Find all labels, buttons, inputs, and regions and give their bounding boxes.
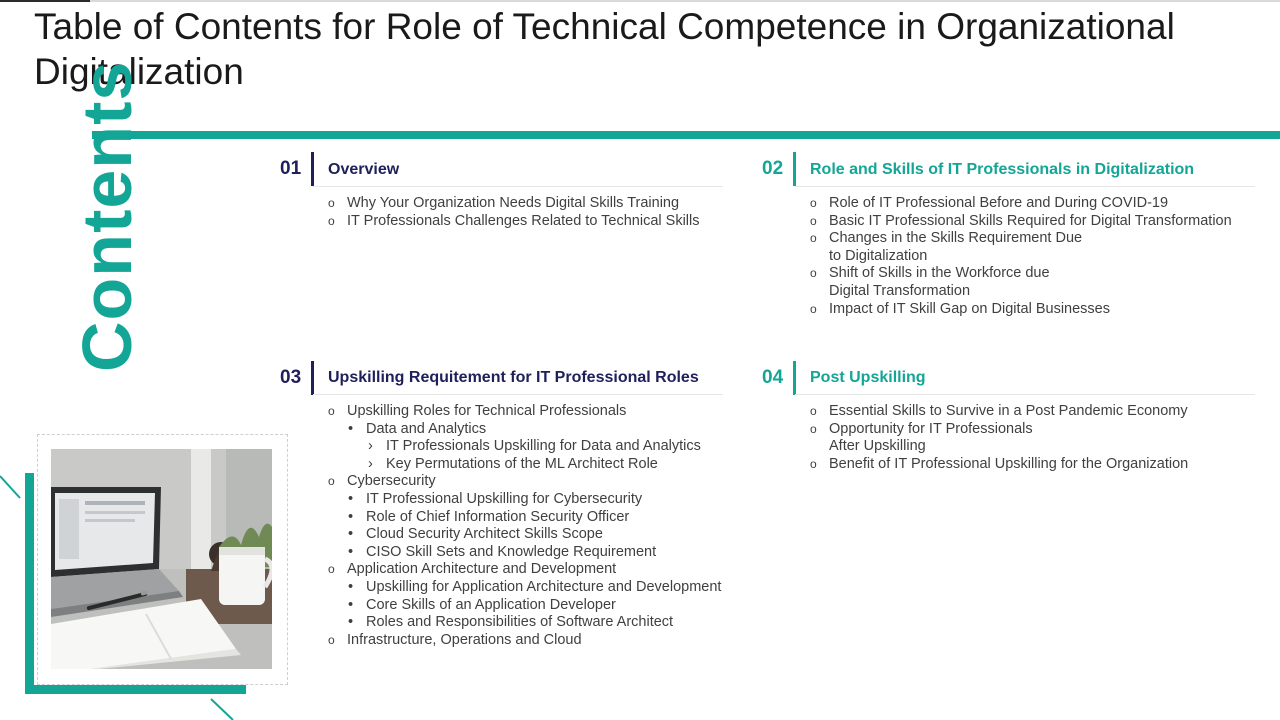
toc-item[interactable] (328, 438, 721, 456)
toc-item-text: Role of Chief Information Security Officer (366, 508, 630, 525)
toc-bullet-marker: › (368, 455, 373, 472)
toc-item-text-continuation: to Digitalization (829, 247, 928, 264)
toc-bullet-marker: o (328, 474, 335, 489)
toc-item-text: Benefit of IT Professional Upskilling for the Organization (829, 455, 1189, 472)
toc-item[interactable] (328, 509, 721, 527)
section-accent-bar (793, 361, 796, 395)
toc-item-text: Roles and Responsibilities of Software Architect (366, 614, 674, 631)
toc-item-text: Role of IT Professional Before and During COVID-19 (829, 195, 1169, 211)
toc-bullet-marker: o (328, 404, 335, 418)
toc-item-text: Data and Analytics (366, 420, 487, 437)
toc-bullet-marker: o (810, 301, 817, 316)
section-items (810, 403, 1188, 473)
toc-item-text: IT Professionals Challenges Related to Technical Skills (347, 212, 700, 229)
toc-bullet-marker: o (328, 632, 335, 647)
toc-item-text: Upskilling for Application Architecture and Development (366, 578, 722, 595)
toc-item[interactable] (328, 491, 721, 509)
toc-item[interactable] (810, 403, 1188, 421)
section-accent-bar (311, 361, 314, 395)
toc-bullet-marker: • (348, 596, 354, 613)
toc-bullet-marker: › (368, 438, 373, 455)
toc-bullet-marker: o (810, 196, 817, 210)
section-number: 03 (280, 367, 302, 388)
section-number: 01 (280, 158, 302, 179)
toc-item-text: Cybersecurity (347, 473, 436, 490)
toc-item-text: Cloud Security Architect Skills Scope (366, 526, 603, 543)
photo-frame-accent-vertical (25, 473, 34, 694)
toc-item[interactable] (810, 421, 1188, 456)
toc-bullet-marker: o (810, 404, 817, 418)
section-underline (795, 186, 1255, 187)
toc-bullet-marker: o (810, 421, 817, 436)
section-number: 04 (762, 367, 784, 388)
toc-item[interactable] (810, 265, 1232, 300)
section-accent-bar (311, 152, 314, 186)
toc-item[interactable] (328, 456, 721, 474)
toc-item-text: IT Professionals Upskilling for Data and Analytics (386, 438, 701, 455)
toc-bullet-marker: o (328, 196, 335, 210)
toc-item[interactable] (328, 614, 721, 632)
toc-item[interactable] (328, 579, 721, 597)
toc-item[interactable] (328, 195, 699, 213)
toc-item[interactable] (810, 213, 1232, 231)
laptop-notebook-photo (51, 449, 272, 669)
toc-item-text-continuation: Digital Transformation (829, 282, 971, 299)
toc-item[interactable] (328, 632, 721, 650)
toc-bullet-marker: o (810, 213, 817, 228)
toc-item[interactable] (328, 544, 721, 562)
toc-bullet-marker: • (348, 508, 354, 525)
toc-item[interactable] (328, 561, 721, 579)
toc-item-text: Why Your Organization Needs Digital Skills Training (347, 195, 680, 211)
toc-bullet-marker: • (348, 420, 354, 437)
toc-item[interactable] (328, 597, 721, 615)
toc-item-text: Core Skills of an Application Developer (366, 596, 616, 613)
toc-item-text: CISO Skill Sets and Knowledge Requirement (366, 543, 657, 560)
toc-item-text: Key Permutations of the ML Architect Role (386, 455, 658, 472)
toc-item[interactable] (328, 403, 721, 421)
toc-bullet-marker: • (348, 490, 354, 507)
contents-vertical-word: Contents (68, 60, 146, 372)
toc-item[interactable] (810, 230, 1232, 265)
toc-item-text: Essential Skills to Survive in a Post Pandemic Economy (829, 403, 1188, 419)
toc-item-text-continuation: After Upskilling (829, 438, 926, 455)
toc-item-text: IT Professional Upskilling for Cybersecurity (366, 490, 643, 507)
section-underline (795, 394, 1255, 395)
toc-bullet-marker: o (810, 231, 817, 246)
section-heading[interactable]: Upskilling Requitement for IT Professional Roles (328, 369, 699, 386)
toc-item-text: Infrastructure, Operations and Cloud (347, 631, 582, 648)
section-items (328, 403, 721, 649)
section-underline (313, 186, 723, 187)
toc-item[interactable] (810, 456, 1188, 474)
toc-item-text: Application Architecture and Development (347, 561, 617, 578)
toc-item-text: Shift of Skills in the Workforce due (829, 265, 1050, 282)
toc-bullet-marker: • (348, 543, 354, 560)
toc-bullet-marker: • (348, 578, 354, 595)
toc-bullet-marker: • (348, 526, 354, 543)
toc-bullet-marker: o (328, 213, 335, 228)
toc-item[interactable] (810, 195, 1232, 213)
top-rule-light (90, 0, 1280, 2)
section-underline (313, 394, 723, 395)
section-items (328, 195, 699, 230)
page-title: Table of Contents for Role of Technical Competence in Organizational Digitalization (34, 6, 1175, 92)
toc-bullet-marker: o (810, 456, 817, 471)
toc-item-text: Basic IT Professional Skills Required for Digital Transformation (829, 212, 1232, 229)
section-number: 02 (762, 158, 784, 179)
photo-card (37, 434, 288, 685)
toc-item-text: Upskilling Roles for Technical Professionals (347, 403, 627, 419)
decor-diagonal-line-bottom (205, 695, 245, 720)
top-rule-dark (0, 0, 90, 2)
toc-item[interactable] (328, 421, 721, 439)
toc-item[interactable] (810, 301, 1232, 319)
toc-bullet-marker: • (348, 614, 354, 631)
photo-frame-accent-horizontal (25, 685, 246, 694)
section-heading[interactable]: Post Upskilling (810, 369, 926, 386)
toc-item-text: Impact of IT Skill Gap on Digital Businesses (829, 300, 1110, 317)
toc-item-text: Changes in the Skills Requirement Due (829, 230, 1083, 247)
teal-divider-bar (92, 131, 1280, 139)
section-heading[interactable]: Role and Skills of IT Professionals in Digitalization (810, 161, 1195, 178)
section-items (810, 195, 1232, 318)
section-accent-bar (793, 152, 796, 186)
toc-bullet-marker: o (328, 562, 335, 577)
toc-item[interactable] (328, 473, 721, 491)
toc-bullet-marker: o (810, 266, 817, 281)
toc-item[interactable] (328, 526, 721, 544)
toc-item[interactable] (328, 213, 699, 231)
section-heading[interactable]: Overview (328, 161, 400, 178)
toc-item-text: Opportunity for IT Professionals (829, 420, 1033, 437)
